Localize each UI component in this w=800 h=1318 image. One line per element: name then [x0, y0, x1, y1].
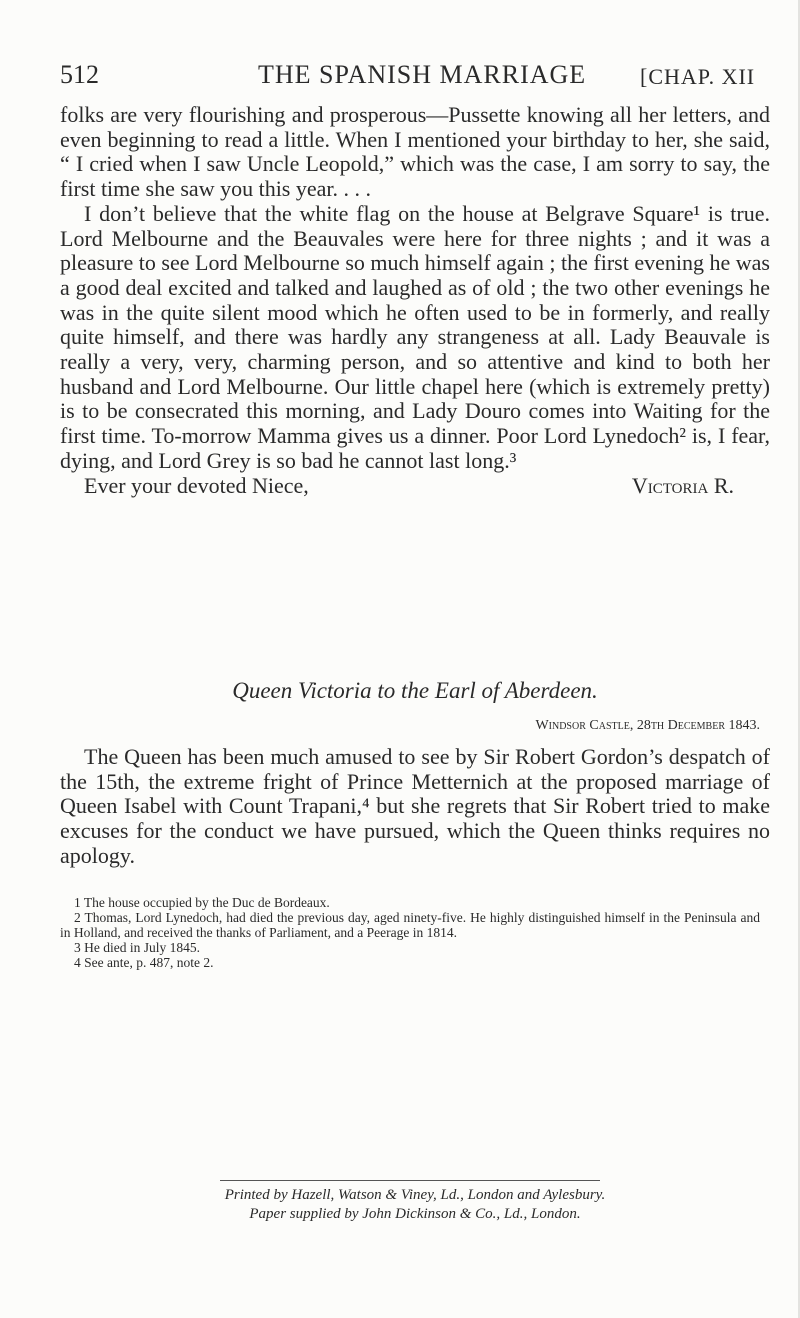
- paragraph: I don’t believe that the white flag on the house at Belgrave Square¹ is true. Lord Melbourne and the Beauvales were here for three nights ; and it was a pleasure to see Lord Melbourne so much himself again ; the first evening he was a good deal excited and talked and laughed as of old ; the two other evenings he was in the quite silent mood which he often used to be in formerly, and really quite himself, and there was hardly any strangeness at all. Lady Beauvale is really a very, very, charming person, and so attentive and kind to both her husband and Lord Melbourne. Our little chapel here (which is extremely pretty) is to be consecrated this morning, and Lady Douro comes into Waiting for the first time. To-morrow Mamma gives us a dinner. Poor Lord Lynedoch² is, I fear, dying, and Lord Grey is so bad he cannot last long.³: [60, 200, 770, 473]
- signature: Victoria R.: [631, 472, 734, 498]
- letter-body: [60, 745, 770, 869]
- paragraph: The Queen has been much amused to see by Sir Robert Gordon’s despatch of the 15th, the extreme fright of Prince Metternich at the proposed marriage of Queen Isabel with Count Trapani,⁴ but she regrets that Sir Robert tried to make excuses for the conduct we have pursued, which the Queen thinks requires no apology.: [60, 744, 770, 868]
- printer-imprint: [60, 1186, 770, 1224]
- page-header: [60, 60, 760, 96]
- signoff: [60, 474, 770, 499]
- page-number: 512: [60, 60, 99, 89]
- imprint-rule: [220, 1180, 600, 1181]
- imprint-line: Paper supplied by John Dickinson & Co., Ld., London.: [249, 1206, 581, 1222]
- running-title: THE SPANISH MARRIAGE: [258, 60, 587, 89]
- footnote: 3 He died in July 1845.: [74, 940, 200, 955]
- chapter-label: [CHAP. XII: [640, 64, 756, 89]
- imprint-line: Printed by Hazell, Watson & Viney, Ld., London and Aylesbury.: [224, 1187, 606, 1203]
- footnote: 1 The house occupied by the Duc de Bordeaux.: [74, 895, 330, 910]
- dateline: Windsor Castle, 28th December 1843.: [535, 718, 760, 733]
- footnote: 4 See ante, p. 487, note 2.: [74, 955, 214, 970]
- footnote: 2 Thomas, Lord Lynedoch, had died the previous day, aged ninety-five. He highly distinguished himself in the Peninsula and in Holland, and received the thanks of Parliament, and a Peerage in 1814.: [60, 910, 760, 940]
- letter-continuation: [60, 103, 770, 498]
- paragraph: folks are very flourishing and prosperous—Pussette knowing all her letters, and even beginning to read a little. When I mentioned your birthday to her, she said, “ I cried when I saw Uncle Leopold,” which was the case, I am sorry to say, the first time she saw you this year. . . .: [60, 102, 770, 202]
- footnotes: [60, 895, 760, 970]
- closing-line: Ever your devoted Niece,: [84, 472, 309, 498]
- letter-heading: Queen Victoria to the Earl of Aberdeen.: [232, 678, 598, 703]
